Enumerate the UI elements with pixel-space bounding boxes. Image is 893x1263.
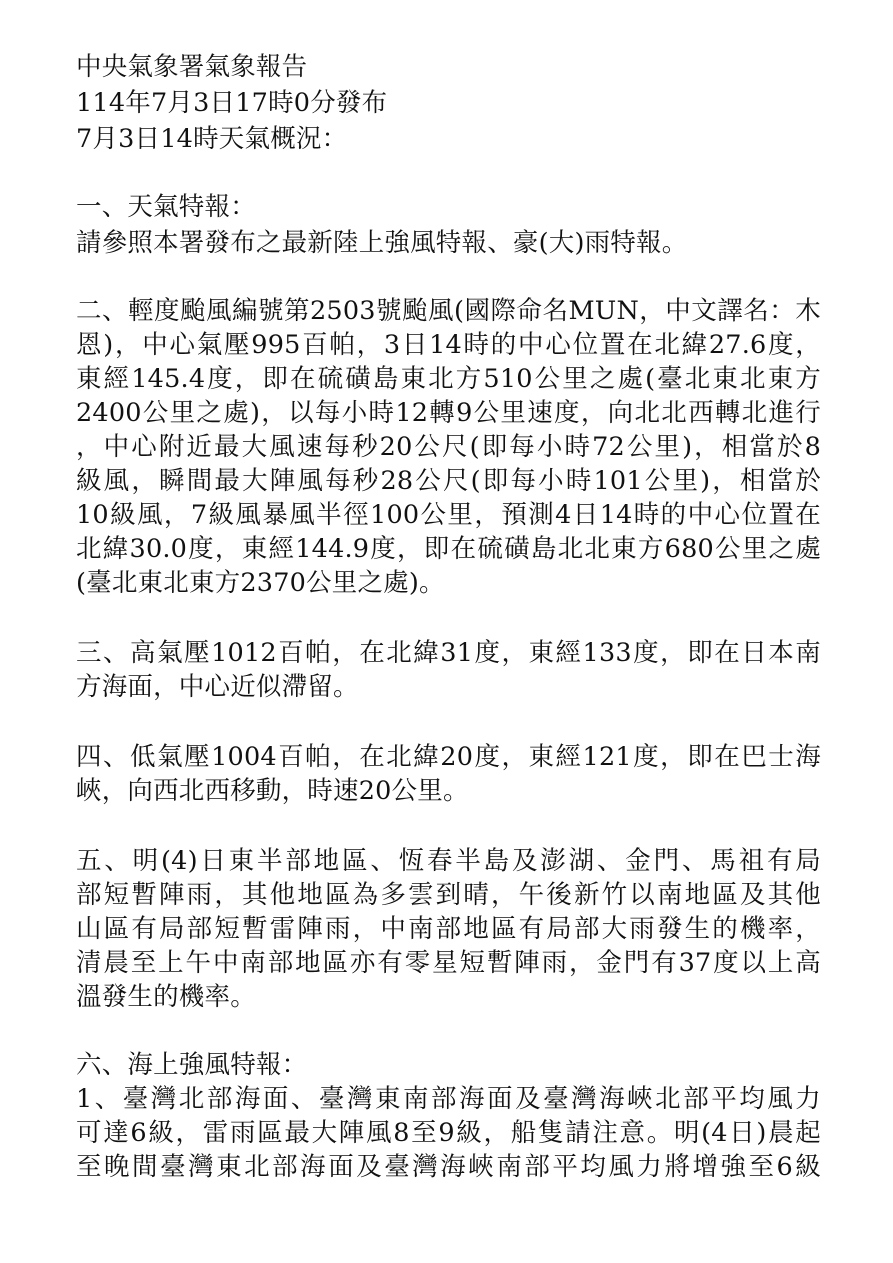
section2-line: 恩)，中心氣壓995百帕，3日14時的中心位置在北緯27.6度， — [76, 330, 821, 360]
section5-line: 清晨至上午中南部地區亦有零星短暫陣雨，金門有37度以上高 — [76, 948, 821, 978]
report-title: 中央氣象署氣象報告 — [76, 52, 308, 82]
section2-line: (臺北東北東方2370公里之處)。 — [76, 568, 445, 598]
section2-line: 北緯30.0度，東經144.9度，即在硫磺島北北東方680公里之處 — [76, 534, 821, 564]
section4-line: 峽，向西北西移動，時速20公里。 — [76, 776, 469, 806]
section2-line: 10級風，7級風暴風半徑100公里，預測4日14時的中心位置在 — [76, 500, 821, 530]
section3-line: 方海面，中心近似滯留。 — [76, 672, 359, 702]
section6-heading: 六、海上強風特報： — [76, 1050, 308, 1080]
section4-line: 四、低氣壓1004百帕，在北緯20度，東經121度，即在巴士海 — [76, 742, 821, 772]
issued-time: 114年7月3日17時0分發布 — [76, 88, 388, 118]
section2-line: 東經145.4度，即在硫磺島東北方510公里之處(臺北東北東方 — [76, 364, 821, 394]
section5-line: 部短暫陣雨，其他地區為多雲到晴，午後新竹以南地區及其他 — [76, 880, 821, 910]
section2-line: 二、輕度颱風編號第2503號颱風(國際命名MUN，中文譯名：木 — [76, 296, 821, 326]
section6-line: 可達6級，雷雨區最大陣風8至9級，船隻請注意。明(4日)晨起 — [76, 1118, 821, 1148]
section6-line: 至晚間臺灣東北部海面及臺灣海峽南部平均風力將增強至6級 — [76, 1152, 821, 1182]
section2-line: 級風，瞬間最大陣風每秒28公尺(即每小時101公里)，相當於 — [76, 466, 821, 496]
section5-line: 山區有局部短暫雷陣雨，中南部地區有局部大雨發生的機率， — [76, 914, 821, 944]
section2-line: 2400公里之處)，以每小時12轉9公里速度，向北北西轉北進行 — [76, 398, 821, 428]
section3-line: 三、高氣壓1012百帕，在北緯31度，東經133度，即在日本南 — [76, 638, 821, 668]
overview-heading: 7月3日14時天氣概況： — [76, 124, 348, 154]
section1-line: 請參照本署發布之最新陸上強風特報、豪(大)雨特報。 — [76, 228, 688, 258]
section1-heading: 一、天氣特報： — [76, 192, 256, 222]
section2-line: ，中心附近最大風速每秒20公尺(即每小時72公里)，相當於8 — [76, 432, 821, 462]
section5-line: 五、明(4)日東半部地區、恆春半島及澎湖、金門、馬祖有局 — [76, 846, 821, 876]
section6-line: 1、臺灣北部海面、臺灣東南部海面及臺灣海峽北部平均風力 — [76, 1084, 821, 1114]
section5-line: 溫發生的機率。 — [76, 982, 256, 1012]
